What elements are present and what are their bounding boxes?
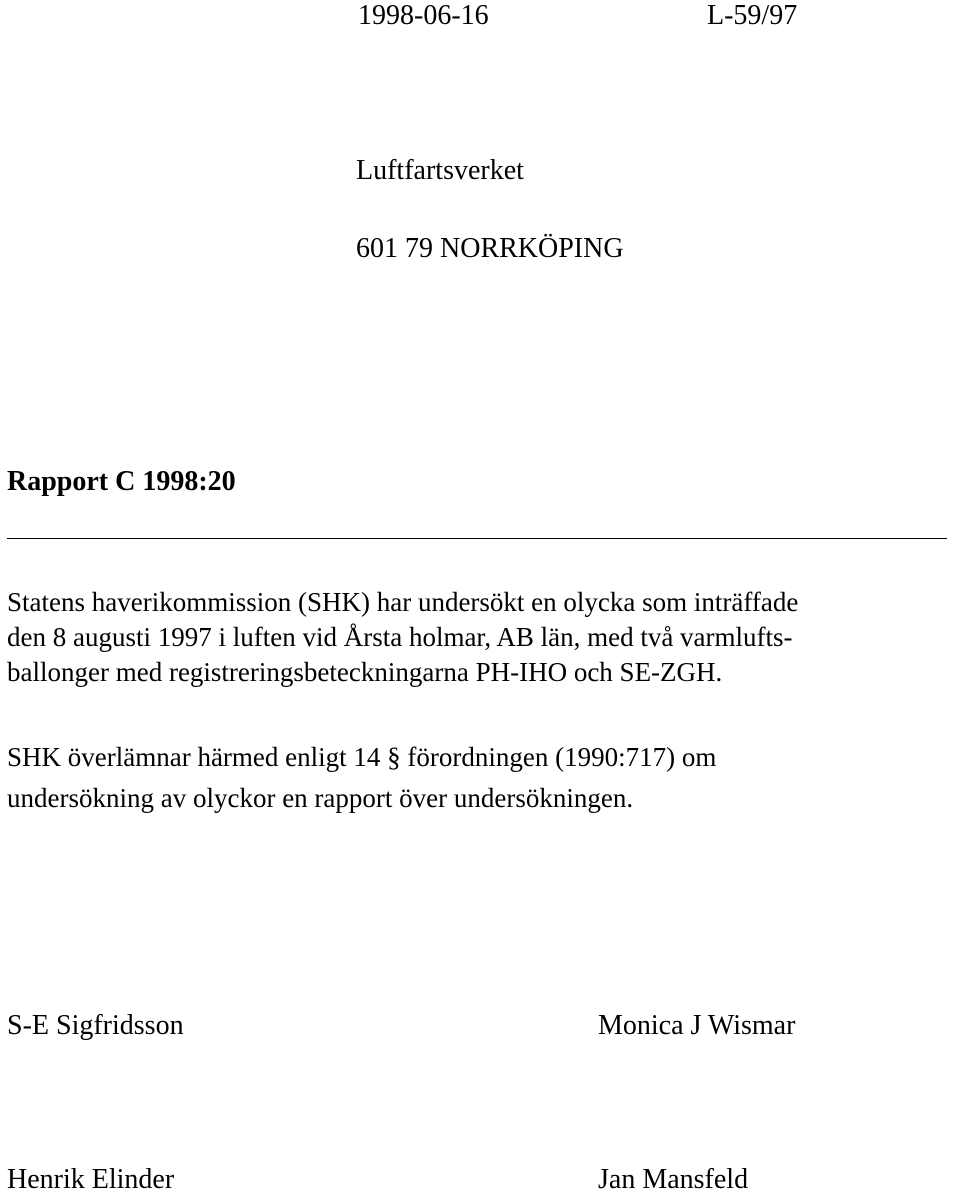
body-paragraph-1	[7, 585, 798, 690]
recipient-address: 601 79 NORRKÖPING	[356, 233, 624, 264]
report-title: Rapport C 1998:20	[7, 466, 236, 497]
signature-name: Henrik Elinder	[7, 1164, 175, 1195]
paragraph-line: ballonger med registreringsbeteckningarna PH-IHO och SE-ZGH.	[7, 657, 723, 687]
signature-name: Jan Mansfeld	[598, 1164, 749, 1195]
signature-name: Monica J Wismar	[598, 1010, 796, 1041]
document-date: 1998-06-16	[358, 0, 489, 31]
paragraph-line: SHK överlämnar härmed enligt 14 § förordningen (1990:717) om	[7, 742, 717, 772]
paragraph-line: undersökning av olyckor en rapport över undersökningen.	[7, 783, 634, 813]
reference-number: L-59/97	[707, 0, 798, 31]
paragraph-line: den 8 augusti 1997 i luften vid Årsta holmar, AB län, med två varmlufts-	[7, 622, 793, 652]
body-paragraph-2	[7, 737, 716, 819]
recipient-name: Luftfartsverket	[356, 155, 524, 186]
paragraph-line: Statens haverikommission (SHK) har undersökt en olycka som inträffade	[7, 587, 799, 617]
horizontal-rule	[7, 538, 947, 539]
signature-name: S-E Sigfridsson	[7, 1010, 184, 1041]
